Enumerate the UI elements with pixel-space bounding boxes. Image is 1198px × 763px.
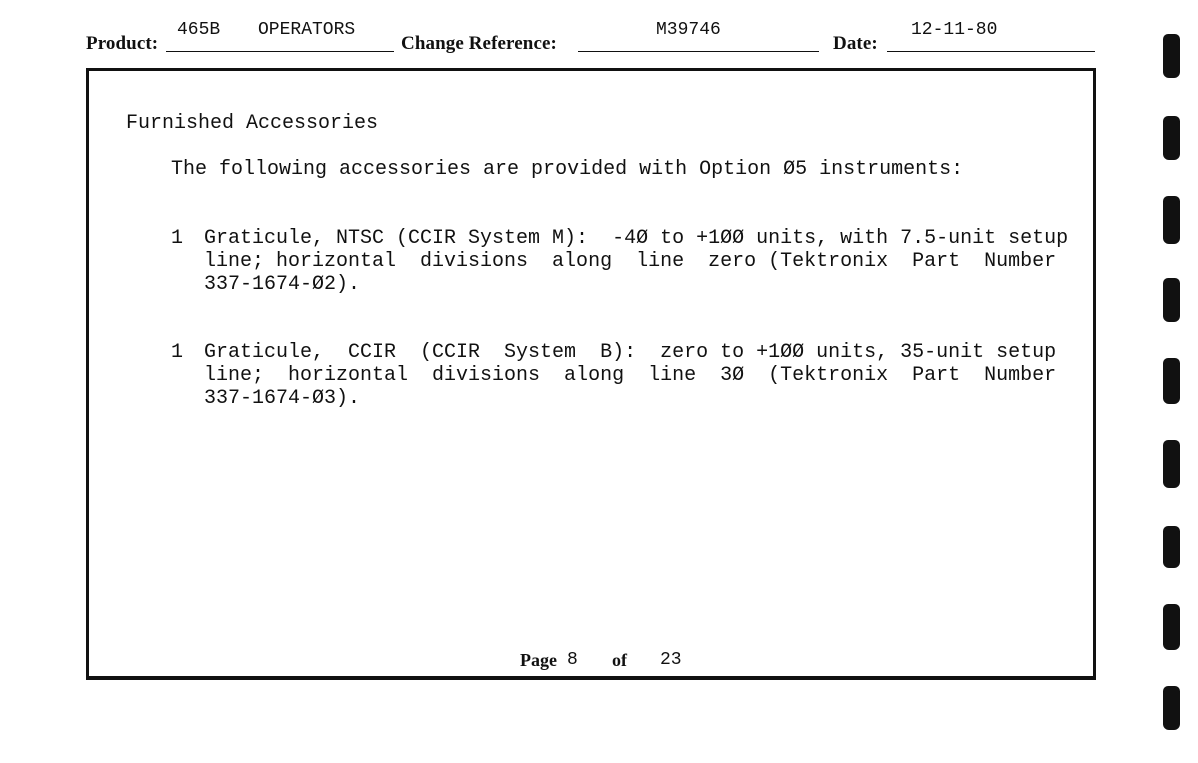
punch-hole [1163, 116, 1180, 160]
item-quantity: 1 [171, 341, 184, 364]
product-model: 465B [177, 20, 221, 40]
of-label: of [612, 650, 627, 670]
punch-hole [1163, 278, 1180, 322]
page-number: 8 [567, 650, 578, 670]
item-line: line; horizontal divisions along line zero (Tektronix Part Number [204, 250, 1057, 273]
intro-paragraph: The following accessories are provided with Option Ø5 instruments: [171, 158, 964, 181]
punch-hole [1163, 196, 1180, 244]
change-reference-value: M39746 [656, 20, 721, 40]
item-quantity: 1 [171, 227, 184, 250]
punch-hole [1163, 686, 1180, 730]
change-reference-underline [578, 51, 819, 52]
total-pages: 23 [660, 650, 682, 670]
form-header [0, 0, 1198, 60]
item-line: Graticule, CCIR (CCIR System B): zero to +1ØØ units, 35-unit setup [204, 341, 1057, 364]
item-line: line; horizontal divisions along line 3Ø (Tektronix Part Number [204, 364, 1057, 387]
punch-hole [1163, 440, 1180, 488]
product-name: OPERATORS [258, 20, 356, 40]
section-heading: Furnished Accessories [126, 112, 379, 135]
punch-hole [1163, 526, 1180, 568]
date-underline [887, 51, 1095, 52]
punch-hole [1163, 358, 1180, 404]
item-line: 337-1674-Ø2). [204, 273, 361, 296]
item-line: Graticule, NTSC (CCIR System M): -4Ø to +1ØØ units, with 7.5-unit setup [204, 227, 1069, 250]
date-label: Date: [833, 33, 878, 54]
punch-hole [1163, 34, 1180, 78]
item-line: 337-1674-Ø3). [204, 387, 361, 410]
product-underline [166, 51, 394, 52]
punch-hole [1163, 604, 1180, 650]
product-label: Product: [86, 33, 159, 54]
date-value: 12-11-80 [911, 20, 998, 40]
page-label: Page [520, 650, 557, 670]
change-reference-label: Change Reference: [401, 33, 557, 54]
